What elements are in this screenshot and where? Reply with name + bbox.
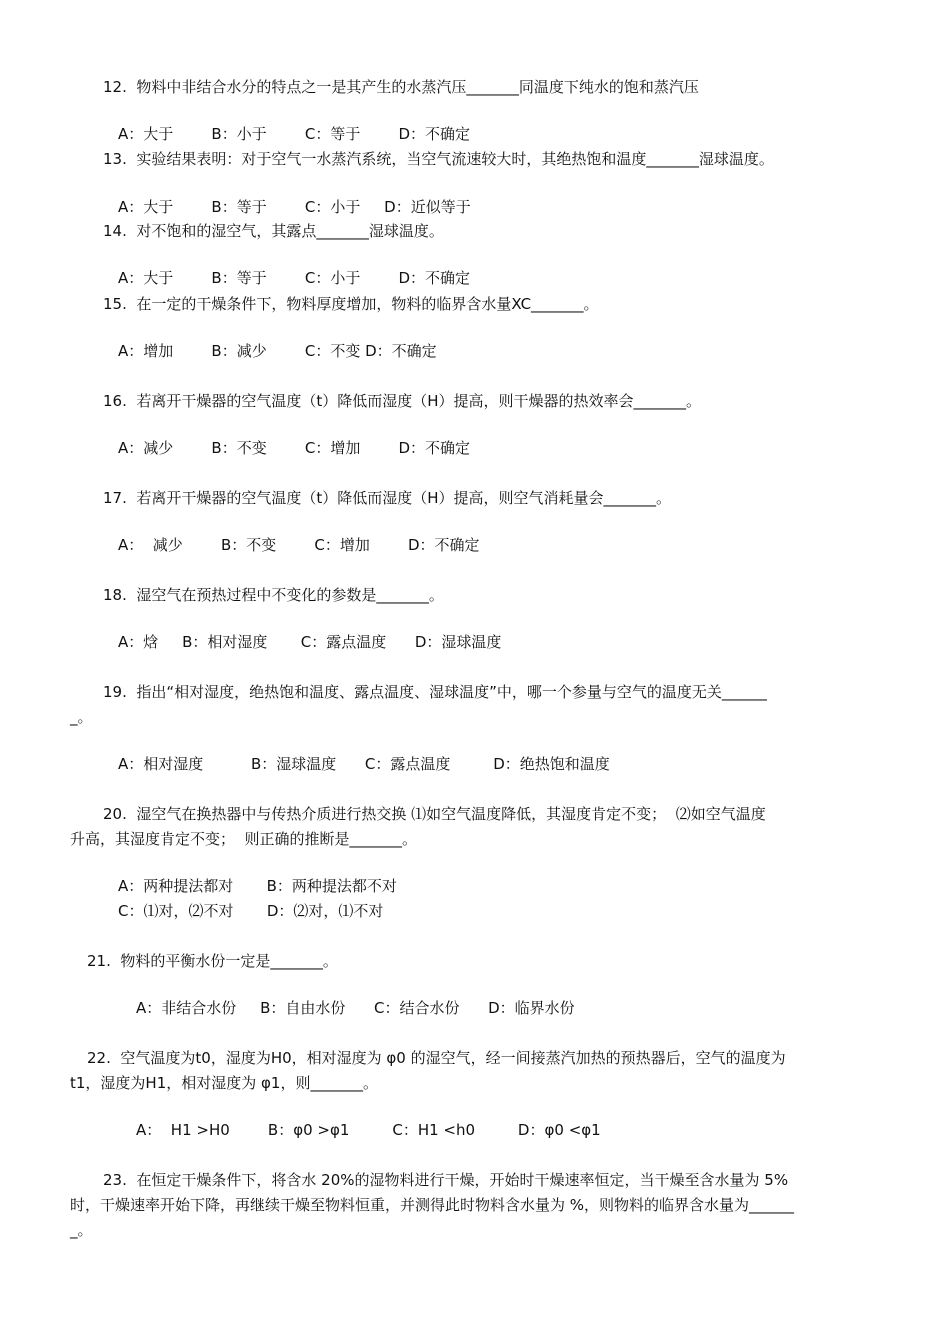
question-stem: 18. 湿空气在预热过程中不变化的参数是_______。 xyxy=(103,586,444,604)
question-options: A：两种提法都对 B：两种提法都不对 xyxy=(118,877,397,895)
question-options: A：大于 B：等于 C：小于 D：近似等于 xyxy=(118,198,471,216)
question-options: A：减少 B：不变 C：增加 D：不确定 xyxy=(118,439,471,457)
question-options: A：大于 B：小于 C：等于 D：不确定 xyxy=(118,125,471,143)
question-stem: 13. 实验结果表明：对于空气一水蒸汽系统，当空气流速较大时，其绝热饱和温度_______湿球温度。 xyxy=(103,150,774,168)
question-stem-continued: 时，干燥速率开始下降，再继续干燥至物料恒重，并测得此时物料含水量为 %，则物料的临界含水量为______ xyxy=(70,1196,795,1214)
question-stem: 12. 物料中非结合水分的特点之一是其产生的水蒸汽压_______同温度下纯水的饱和蒸汽压 xyxy=(103,78,699,96)
question-options: A：增加 B：减少 C：不变 D：不确定 xyxy=(118,342,437,360)
question-options: C：⑴对，⑵不对 D：⑵对，⑴不对 xyxy=(118,902,384,920)
question-stem: 14. 对不饱和的湿空气，其露点_______湿球温度。 xyxy=(103,222,444,240)
question-options: A：相对湿度 B：湿球温度 C：露点温度 D：绝热饱和温度 xyxy=(118,755,610,773)
question-stem-continued: _。 xyxy=(70,708,93,726)
question-stem: 17. 若离开干燥器的空气温度（t）降低而湿度（H）提高，则空气消耗量会_______。 xyxy=(103,489,672,507)
question-options: A： H1 >H0 B：φ0 >φ1 C：H1 <h0 D：φ0 <φ1 xyxy=(136,1121,601,1139)
question-stem: 20. 湿空气在换热器中与传热介质进行热交换 ⑴如空气温度降低，其湿度肯定不变； ⑵如空气温度 xyxy=(103,805,766,823)
question-options: A：焓 B：相对湿度 C：露点温度 D：湿球温度 xyxy=(118,633,502,651)
question-options: A： 减少 B：不变 C：增加 D：不确定 xyxy=(118,536,480,554)
question-options: A：非结合水份 B：自由水份 C：结合水份 D：临界水份 xyxy=(136,999,575,1017)
question-stem: 23. 在恒定干燥条件下，将含水 20%的湿物料进行干燥，开始时干燥速率恒定，当干燥至含水量为 5% xyxy=(103,1171,789,1189)
question-stem: 16. 若离开干燥器的空气温度（t）降低而湿度（H）提高，则干燥器的热效率会_______。 xyxy=(103,392,702,410)
question-stem: 22. 空气温度为t0，湿度为H0，相对湿度为 φ0 的湿空气，经一间接蒸汽加热的预热器后，空气的温度为 xyxy=(87,1049,786,1067)
question-stem: 19. 指出“相对湿度，绝热饱和温度、露点温度、湿球温度”中，哪一个参量与空气的温度无关______ xyxy=(103,683,767,701)
question-stem-continued: t1，湿度为H1，相对湿度为 φ1，则_______。 xyxy=(70,1074,378,1092)
question-stem: 15. 在一定的干燥条件下，物料厚度增加，物料的临界含水量XC_______。 xyxy=(103,295,599,313)
question-stem-continued: _。 xyxy=(70,1221,93,1239)
question-options: A：大于 B：等于 C：小于 D：不确定 xyxy=(118,269,471,287)
question-stem: 21. 物料的平衡水份一定是_______。 xyxy=(87,952,338,970)
question-stem-continued: 升高，其湿度肯定不变； 则正确的推断是_______。 xyxy=(70,830,418,848)
